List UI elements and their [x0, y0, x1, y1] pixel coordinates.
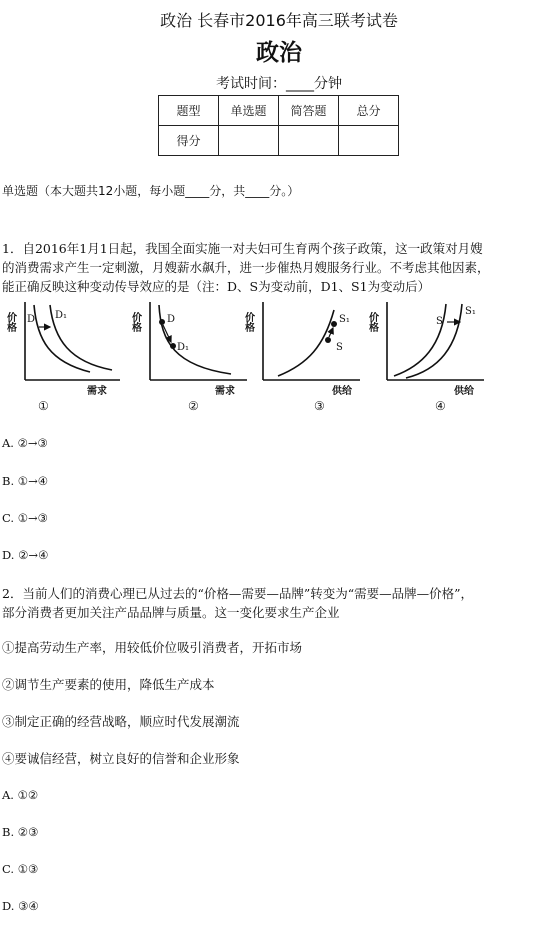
score-table-score-row [159, 126, 399, 156]
graph-curve-label: D₁ [177, 342, 190, 353]
score-table-header-cell: 题型 [159, 96, 219, 126]
question-stem-line: 的消费需求产生一定刺激，月嫂薪水飙升，进一步催热月嫂服务行业。不考虑其他因素， [2, 260, 490, 275]
question-stem-line: 能正确反映这种变动传导效应的是（注：D、S为变动前，D1、S1为变动后） [2, 279, 431, 294]
graph-point [325, 337, 331, 343]
supply-demand-graphs [4, 300, 550, 418]
graph-curve-s1 [406, 304, 462, 378]
exam-title: 政治 长春市2016年高三联考试卷 [160, 11, 398, 30]
graph-number: ① [38, 399, 49, 413]
graph-number: ③ [314, 399, 325, 413]
question-2-statement-2: ②调节生产要素的使用，降低生产成本 [2, 677, 215, 692]
question-2-option-a[interactable]: A. ①② [2, 788, 39, 802]
score-table-header-cell: 简答题 [279, 96, 339, 126]
score-table [158, 95, 399, 156]
score-table-header-cell: 单选题 [219, 96, 279, 126]
graph-point [170, 343, 176, 349]
question-stem-line: 2．当前人们的消费心理已从过去的“价格—需要—品牌”转变为“需要—品牌—价格”， [2, 586, 474, 601]
graph-1 [5, 302, 121, 413]
question-2-statement-4: ④要诚信经营，树立良好的信誉和企业形象 [2, 751, 240, 766]
movement-arrow [329, 328, 333, 337]
score-table-header-cell: 总分 [339, 96, 399, 126]
exam-time-label: 考试时间：____分钟 [216, 76, 342, 92]
question-2-option-c[interactable]: C. ①③ [2, 862, 39, 876]
graph-curve-label: S [336, 342, 343, 353]
graph-curve-label: S₁ [339, 314, 350, 325]
graph-xlabel: 供给 [454, 386, 474, 397]
score-cell-blank [279, 126, 339, 156]
graph-curve-s [394, 304, 446, 376]
graph-curve-label: S [436, 316, 443, 327]
question-2-statement-3: ③制定正确的经营战略，顺应时代发展潮流 [2, 714, 240, 729]
question-1-stem [2, 239, 554, 296]
graph-curve-label: D₁ [55, 310, 68, 321]
section-header: 单选题（本大题共12小题，每小题____分，共____分。） [2, 184, 300, 198]
score-row-label: 得分 [159, 126, 219, 156]
score-cell-blank [219, 126, 279, 156]
graph-curve-label: D [167, 314, 176, 325]
graph-point [331, 321, 337, 327]
question-1-option-c[interactable]: C. ①→③ [2, 511, 48, 525]
graph-point [159, 319, 165, 325]
question-1-option-a[interactable]: A. ②→③ [2, 436, 48, 450]
graph-xlabel: 供给 [332, 386, 352, 397]
question-stem-line: 1．自2016年1月1日起，我国全面实施一对夫妇可生育两个孩子政策，这一政策对月嫂 [2, 241, 483, 256]
graph-2 [130, 302, 248, 413]
question-2-stem [2, 584, 554, 622]
question-1-option-b[interactable]: B. ①→④ [2, 474, 49, 488]
graph-ylabel: 价格 [366, 312, 378, 332]
graph-ylabel: 价格 [242, 312, 254, 332]
graph-xlabel: 需求 [87, 386, 107, 397]
question-stem-line: 部分消费者更加关注产品品牌与质量。这一变化要求生产企业 [2, 605, 340, 620]
question-2-option-d[interactable]: D. ③④ [2, 899, 39, 913]
question-2-option-b[interactable]: B. ②③ [2, 825, 39, 839]
question-2-statement-1: ①提高劳动生产率，用较低价位吸引消费者，开拓市场 [2, 640, 303, 655]
graph-number: ④ [435, 399, 446, 413]
score-cell-blank [339, 126, 399, 156]
graph-xlabel: 需求 [215, 386, 235, 397]
graph-number: ② [188, 399, 199, 413]
graph-ylabel: 价格 [4, 312, 16, 332]
graph-curve-label: D [27, 314, 36, 325]
graph-ylabel: 价格 [129, 312, 141, 332]
subject-title: 政治 [256, 40, 302, 66]
graph-3 [243, 302, 361, 413]
question-1-option-d[interactable]: D. ②→④ [2, 548, 49, 562]
graph-curve-s [278, 310, 334, 376]
graph-4 [367, 302, 485, 413]
graph-curve-label: S₁ [465, 306, 476, 317]
score-table-header-row [159, 96, 399, 126]
